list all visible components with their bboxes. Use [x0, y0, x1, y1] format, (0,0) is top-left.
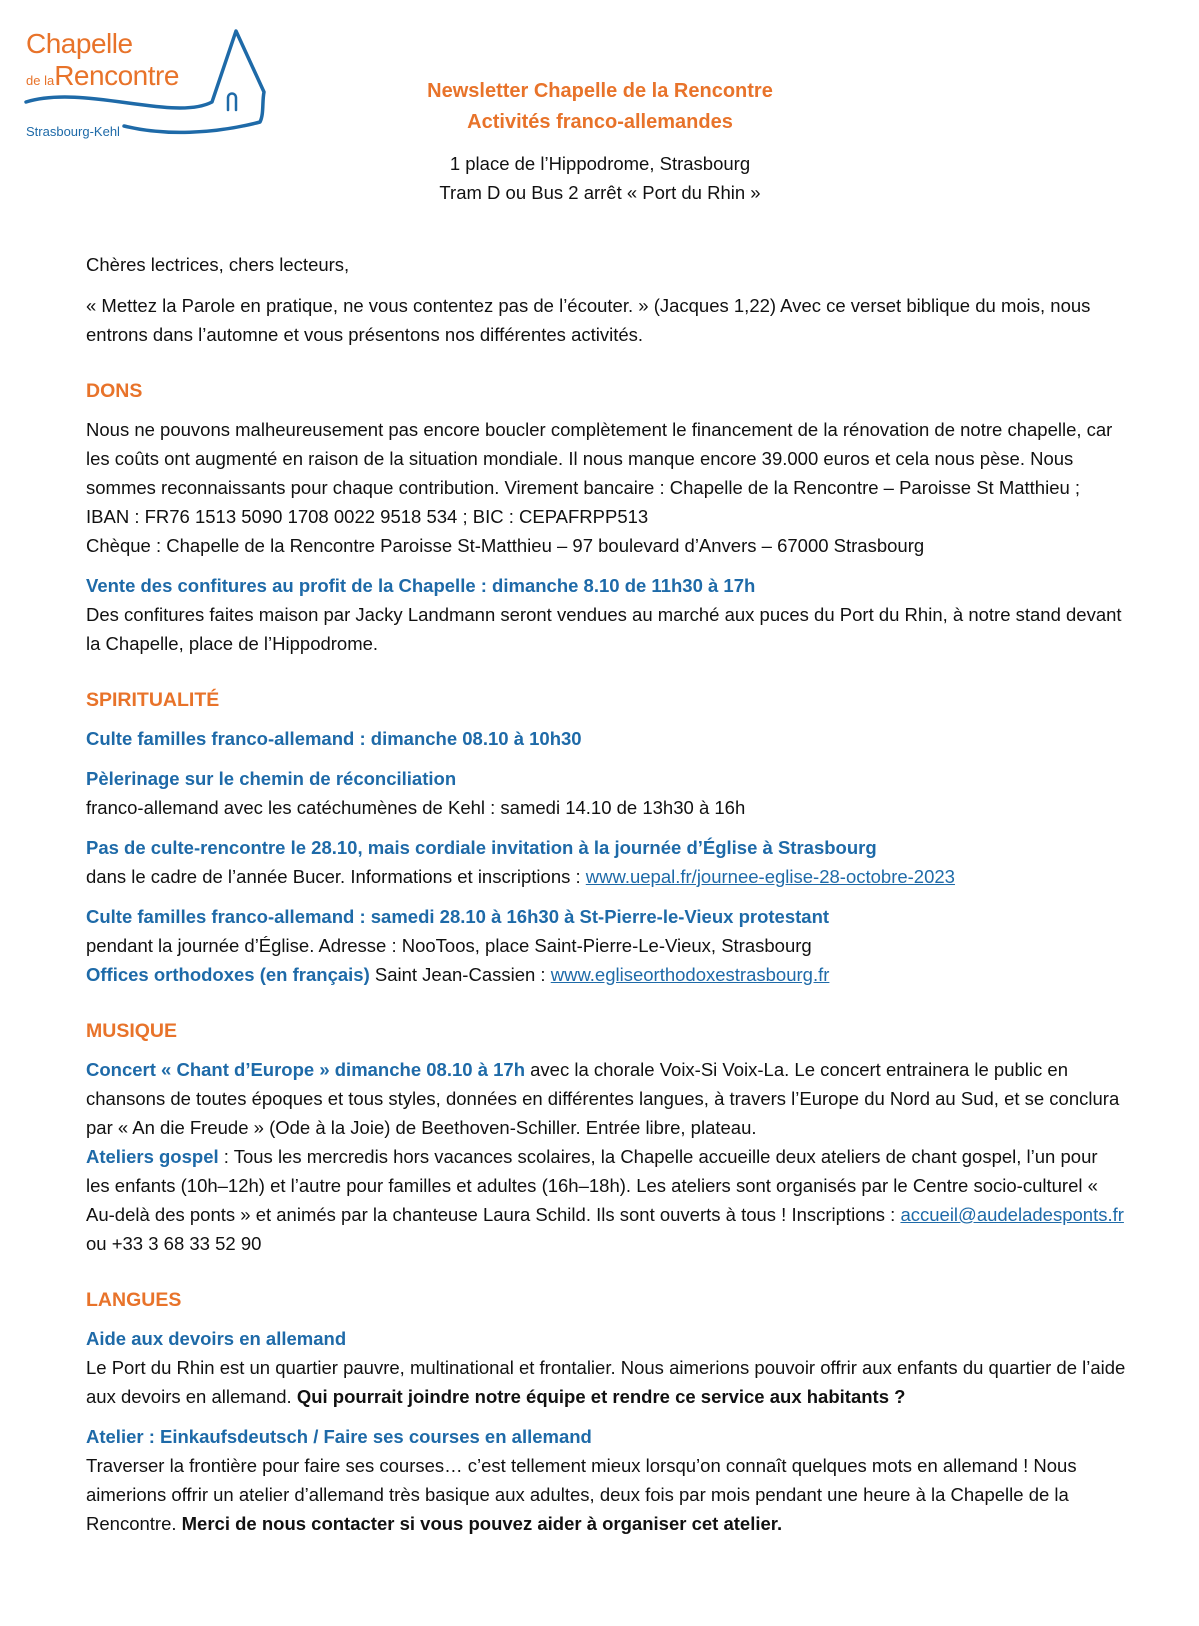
uepal-link[interactable]: www.uepal.fr/journee-eglise-28-octobre-2023 [585, 866, 955, 887]
atelier-title: Atelier : Einkaufsdeutsch / Faire ses courses en allemand [86, 1426, 592, 1447]
concert-paragraph [86, 1055, 1126, 1142]
devoirs-title: Aide aux devoirs en allemand [86, 1328, 347, 1349]
pelerinage-text: franco-allemand avec les catéchumènes de Kehl : samedi 14.10 de 13h30 à 16h [86, 797, 746, 818]
section-heading-musique: MUSIQUE [86, 1020, 178, 1042]
journee-text-line [86, 862, 1126, 891]
intro-paragraph: « Mettez la Parole en pratique, ne vous contentez pas de l’écouter. » (Jacques 1,22) Avec ce verset biblique du mois, nous entrons dans l’automne et vous présentons nos différentes activités. [86, 295, 1091, 345]
atelier-paragraph [86, 1451, 1126, 1538]
offices-text: Saint Jean-Cassien : [369, 964, 551, 985]
gospel-phone: ou +33 3 68 33 52 90 [86, 1233, 262, 1254]
logo-rencontre [26, 60, 179, 92]
newsletter-subtitle: Activités franco-allemandes [467, 111, 733, 133]
gospel-title: Ateliers gospel [86, 1146, 219, 1167]
journee-item [86, 833, 1126, 891]
journee-text: dans le cadre de l’année Bucer. Informations et inscriptions : [86, 866, 586, 887]
newsletter-body [86, 250, 1126, 1538]
journee-title: Pas de culte-rencontre le 28.10, mais cordiale invitation à la journée d’Église à Strasbourg [86, 837, 877, 858]
offices-line [86, 960, 1126, 989]
vente-text: Des confitures faites maison par Jacky Landmann seront vendues au marché aux puces du Port du Rhin, à notre stand devant la Chapelle, place de l’Hippodrome. [86, 604, 1122, 654]
logo-rencontre-word: Rencontre [54, 60, 179, 91]
culte2-title: Culte familles franco-allemand : samedi 28.10 à 16h30 à St-Pierre-le-Vieux protestant [86, 906, 830, 927]
logo-de-la: de la [26, 73, 55, 88]
newsletter-title: Newsletter Chapelle de la Rencontre [427, 80, 773, 102]
culte2-item [86, 902, 1126, 960]
address-line: 1 place de l’Hippodrome, Strasbourg [449, 153, 751, 174]
gospel-text: : Tous les mercredis hors vacances scolaires, la Chapelle accueille deux ateliers de chant gospel, l’un pour les enfants (10h–12h) et l’autre pour familles et adultes (16h–18h). Les ateliers sont organisés par le Centre socio-culturel « Au-delà des ponts » et animés par la chanteuse Laura Schild. Ils sont ouverts à tous ! Inscriptions : [86, 1146, 1098, 1225]
culte1-title: Culte familles franco-allemand : dimanche 08.10 à 10h30 [86, 728, 582, 749]
section-heading-langues: LANGUES [86, 1289, 182, 1311]
newsletter-header [300, 76, 900, 207]
concert-title: Concert « Chant d’Europe » dimanche 08.10 à 17h [86, 1059, 525, 1080]
logo-location: Strasbourg-Kehl [26, 124, 120, 139]
atelier-text: Traverser la frontière pour faire ses courses… c’est tellement mieux lorsqu’on connaît quelques mots en allemand ! Nous aimerions offrir un atelier d’allemand très basique aux adultes, deux fois par mois pendant une heure à la Chapelle de la Rencontre. [86, 1455, 1077, 1534]
vente-item [86, 571, 1126, 658]
devoirs-bold: Qui pourrait joindre notre équipe et rendre ce service aux habitants ? [296, 1386, 906, 1407]
atelier-item [86, 1422, 1126, 1538]
pelerinage-title: Pèlerinage sur le chemin de réconciliation [86, 768, 457, 789]
culte2-text: pendant la journée d’Église. Adresse : NooToos, place Saint-Pierre-Le-Vieux, Strasbourg [86, 935, 812, 956]
offices-title: Offices orthodoxes (en français) [86, 964, 370, 985]
greeting: Chères lectrices, chers lecteurs, [86, 254, 350, 275]
email-link[interactable]: accueil@audeladesponts.fr [900, 1204, 1124, 1225]
devoirs-paragraph [86, 1353, 1126, 1411]
dons-paragraph: Nous ne pouvons malheureusement pas encore boucler complètement le financement de la rénovation de notre chapelle, car les coûts ont augmenté en raison de la situation mondiale. Il nous manque encore 39.000 euros et cela nous pèse. Nous sommes reconnaissants pour chaque contribution. Virement bancaire : Chapelle de la Rencontre – Paroisse St Matthieu ; IBAN : FR76 1513 5090 1708 0022 9518 534 ; BIC : CEPAFRPP513 [86, 419, 1113, 527]
devoirs-text: Le Port du Rhin est un quartier pauvre, multinational et frontalier. Nous aimerions pouvoir offrir aux enfants du quartier de l’aide aux devoirs en allemand. [86, 1357, 1126, 1407]
gospel-paragraph [86, 1142, 1126, 1258]
dons-cheque: Chèque : Chapelle de la Rencontre Paroisse St-Matthieu – 97 boulevard d’Anvers – 67000 Strasbourg [86, 535, 925, 556]
section-heading-dons: DONS [86, 380, 143, 402]
logo-chapelle: Chapelle [26, 28, 133, 59]
chapelle-logo [24, 26, 284, 146]
pelerinage-item [86, 764, 1126, 822]
vente-title: Vente des confitures au profit de la Chapelle : dimanche 8.10 de 11h30 à 17h [86, 575, 756, 596]
transport-line: Tram D ou Bus 2 arrêt « Port du Rhin » [439, 182, 761, 203]
section-heading-spiritualite: SPIRITUALITÉ [86, 689, 220, 711]
orthodox-link[interactable]: www.egliseorthodoxestrasbourg.fr [550, 964, 830, 985]
atelier-bold: Merci de nous contacter si vous pouvez aider à organiser cet atelier. [181, 1513, 783, 1534]
concert-text: avec la chorale Voix-Si Voix-La. Le concert entrainera le public en chansons de toutes époques et tous styles, données en différentes langues, à travers l’Europe du Nord au Sud, et se conclura par « An die Freude » (Ode à la Joie) de Beethoven-Schiller. Entrée libre, plateau. [86, 1059, 1120, 1138]
